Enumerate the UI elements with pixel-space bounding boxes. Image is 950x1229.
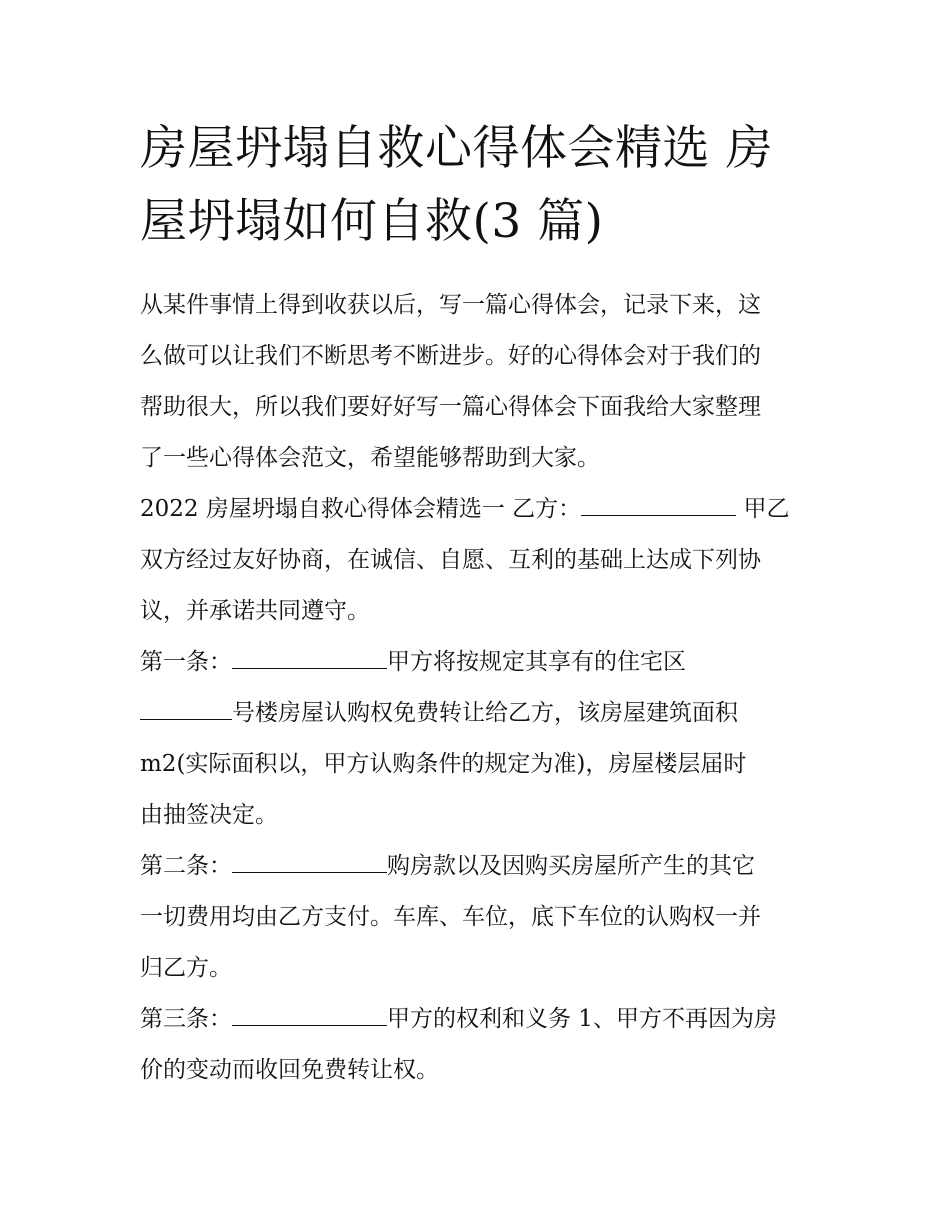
- text-segment: 2022 房屋坍塌自救心得体会精选一 乙方：: [140, 496, 582, 522]
- text-line: 帮助很大，所以我们要好好写一篇心得体会下面我给大家整理: [140, 394, 761, 420]
- blank-underline: [232, 1003, 387, 1026]
- title-line: 房屋坍塌自救心得体会精选 房: [140, 121, 773, 176]
- title-line: 屋坍塌如何自救(3 篇): [140, 194, 604, 249]
- text-line: [140, 994, 820, 1045]
- text-segment: 号楼房屋认购权免费转让给乙方，该房屋建筑面积: [232, 700, 738, 726]
- text-line: 了一些心得体会范文，希望能够帮助到大家。: [140, 445, 600, 471]
- text-line: [140, 484, 820, 535]
- blank-underline: [232, 850, 387, 873]
- text-line: m2(实际面积以，甲方认购条件的规定为准)，房屋楼层届时: [140, 751, 747, 777]
- blank-underline: [581, 493, 736, 516]
- text-line: 归乙方。: [140, 955, 232, 981]
- text-line: [140, 688, 820, 739]
- text-segment: 甲方的权利和义务 1、甲方不再因为房: [387, 1006, 777, 1032]
- article-two-paragraph: [140, 841, 820, 994]
- intro-paragraph: [140, 280, 820, 484]
- article-one-paragraph: [140, 637, 820, 841]
- document-body: [140, 280, 820, 1096]
- text-line: 么做可以让我们不断思考不断进步。好的心得体会对于我们的: [140, 343, 761, 369]
- text-segment: 购房款以及因购买房屋所产生的其它: [387, 853, 755, 879]
- text-line: 一切费用均由乙方支付。车库、车位，底下车位的认购权一并: [140, 904, 761, 930]
- blank-underline: [140, 697, 232, 720]
- text-line: 价的变动而收回免费转让权。: [140, 1057, 439, 1083]
- text-line: 议，并承诺共同遵守。: [140, 598, 370, 624]
- text-segment: 第二条：: [140, 853, 232, 879]
- blank-underline: [232, 646, 387, 669]
- text-segment: 第一条：: [140, 649, 232, 675]
- document-title: [140, 112, 820, 258]
- text-segment: 第三条：: [140, 1006, 232, 1032]
- text-segment: 甲乙: [736, 496, 790, 522]
- article-three-paragraph: [140, 994, 820, 1096]
- text-line: 从某件事情上得到收获以后，写一篇心得体会，记录下来，这: [140, 292, 761, 318]
- agreement-intro-paragraph: [140, 484, 820, 637]
- text-line: [140, 637, 820, 688]
- text-line: [140, 841, 820, 892]
- text-line: 由抽签决定。: [140, 802, 278, 828]
- text-segment: 甲方将按规定其享有的住宅区: [387, 649, 686, 675]
- text-line: 双方经过友好协商，在诚信、自愿、互利的基础上达成下列协: [140, 547, 761, 573]
